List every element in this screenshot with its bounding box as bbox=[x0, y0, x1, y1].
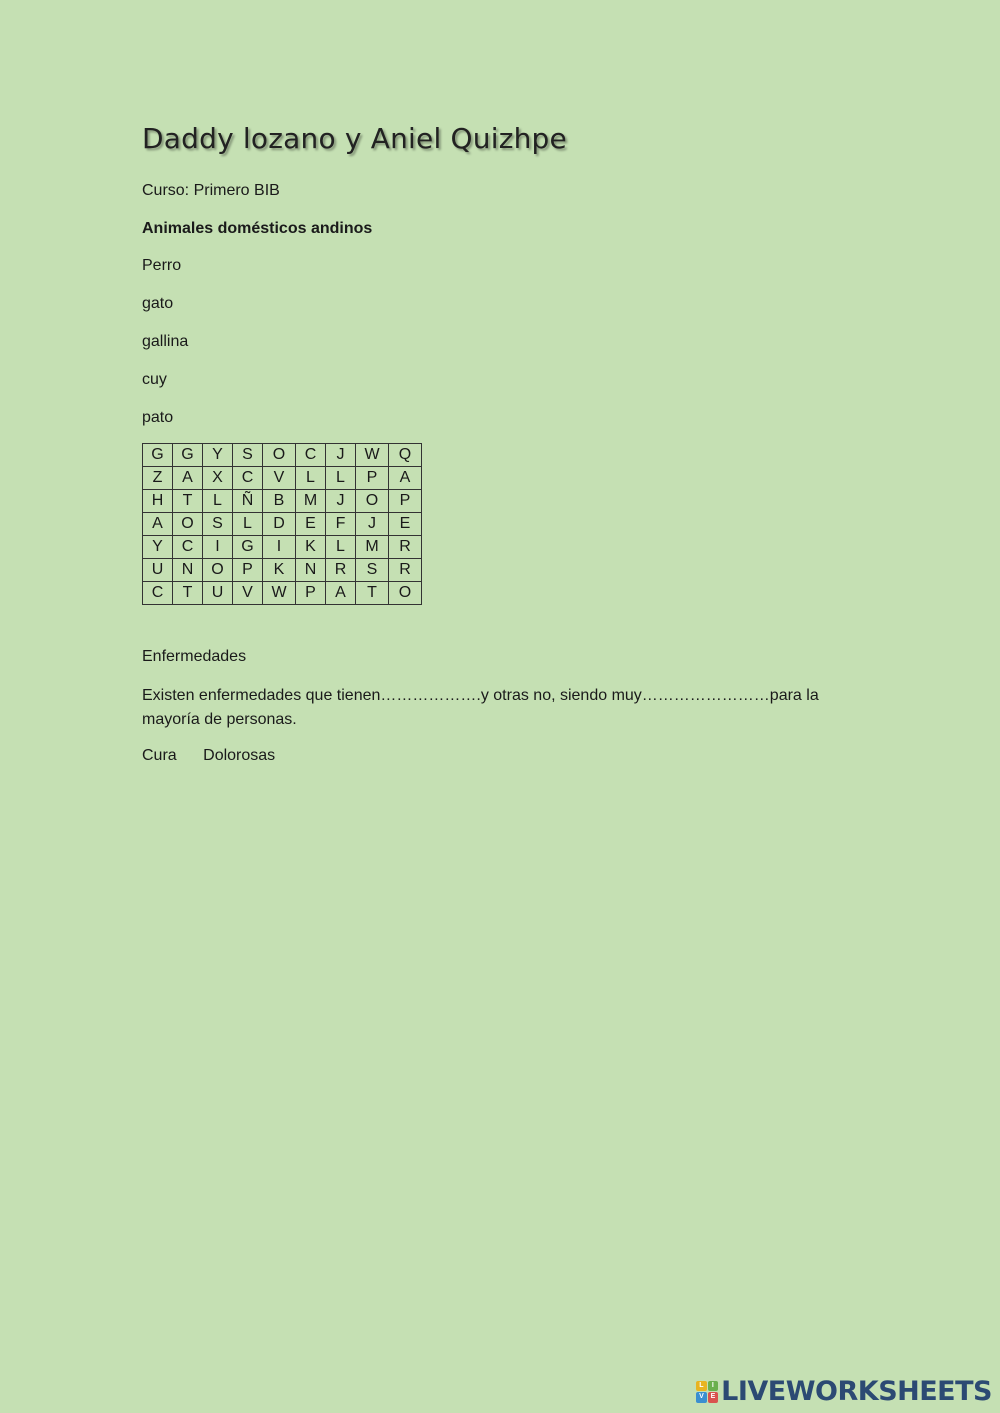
grid-cell[interactable]: T bbox=[356, 582, 389, 605]
grid-cell[interactable]: O bbox=[203, 559, 233, 582]
grid-row bbox=[143, 536, 422, 559]
grid-row bbox=[143, 490, 422, 513]
grid-cell[interactable]: H bbox=[143, 490, 173, 513]
grid-row bbox=[143, 467, 422, 490]
liveworksheets-icon bbox=[696, 1381, 718, 1403]
grid-cell[interactable]: G bbox=[143, 444, 173, 467]
grid-cell[interactable]: Y bbox=[203, 444, 233, 467]
word-bank-item: Cura bbox=[142, 747, 177, 764]
logo-square: V bbox=[696, 1392, 707, 1403]
grid-cell[interactable]: Q bbox=[389, 444, 422, 467]
grid-cell[interactable]: T bbox=[173, 490, 203, 513]
word-bank-item: Dolorosas bbox=[203, 747, 276, 764]
grid-cell[interactable]: W bbox=[356, 444, 389, 467]
grid-cell[interactable]: G bbox=[173, 444, 203, 467]
grid-cell[interactable]: P bbox=[296, 582, 326, 605]
grid-cell[interactable]: M bbox=[356, 536, 389, 559]
grid-cell[interactable]: R bbox=[389, 536, 422, 559]
animal-item: pato bbox=[142, 409, 174, 426]
grid-cell[interactable]: K bbox=[263, 559, 296, 582]
animal-item: gallina bbox=[142, 333, 189, 350]
grid-cell[interactable]: D bbox=[263, 513, 296, 536]
grid-row bbox=[143, 444, 422, 467]
grid-cell[interactable]: C bbox=[143, 582, 173, 605]
grid-cell[interactable]: R bbox=[389, 559, 422, 582]
grid-cell[interactable]: O bbox=[389, 582, 422, 605]
grid-cell[interactable]: C bbox=[233, 467, 263, 490]
brand-name: LIVEWORKSHEETS bbox=[721, 1376, 992, 1407]
grid-cell[interactable]: U bbox=[203, 582, 233, 605]
grid-cell[interactable]: P bbox=[356, 467, 389, 490]
logo-square: E bbox=[708, 1392, 719, 1403]
word-search-grid bbox=[142, 443, 422, 605]
grid-cell[interactable]: L bbox=[233, 513, 263, 536]
grid-cell[interactable]: V bbox=[233, 582, 263, 605]
grid-cell[interactable]: L bbox=[326, 467, 356, 490]
grid-cell[interactable]: C bbox=[173, 536, 203, 559]
grid-cell[interactable]: S bbox=[356, 559, 389, 582]
logo-square: I bbox=[708, 1381, 719, 1392]
grid-cell[interactable]: T bbox=[173, 582, 203, 605]
logo-square: L bbox=[696, 1381, 707, 1392]
grid-cell[interactable]: J bbox=[356, 513, 389, 536]
grid-cell[interactable]: Y bbox=[143, 536, 173, 559]
diseases-heading: Enfermedades bbox=[142, 648, 247, 665]
grid-cell[interactable]: E bbox=[296, 513, 326, 536]
grid-cell[interactable]: S bbox=[233, 444, 263, 467]
grid-cell[interactable]: F bbox=[326, 513, 356, 536]
grid-row bbox=[143, 582, 422, 605]
grid-cell[interactable]: N bbox=[173, 559, 203, 582]
grid-cell[interactable]: K bbox=[296, 536, 326, 559]
grid-cell[interactable]: O bbox=[263, 444, 296, 467]
grid-cell[interactable]: Z bbox=[143, 467, 173, 490]
section-heading: Animales domésticos andinos bbox=[142, 220, 373, 237]
grid-cell[interactable]: L bbox=[326, 536, 356, 559]
grid-cell[interactable]: J bbox=[326, 490, 356, 513]
grid-cell[interactable]: X bbox=[203, 467, 233, 490]
grid-cell[interactable]: I bbox=[203, 536, 233, 559]
grid-cell[interactable]: A bbox=[326, 582, 356, 605]
grid-cell[interactable]: W bbox=[263, 582, 296, 605]
grid-cell[interactable]: P bbox=[389, 490, 422, 513]
grid-row bbox=[143, 513, 422, 536]
animal-item: Perro bbox=[142, 257, 182, 274]
grid-cell[interactable]: O bbox=[173, 513, 203, 536]
grid-cell[interactable]: V bbox=[263, 467, 296, 490]
grid-cell[interactable]: N bbox=[296, 559, 326, 582]
brand-logo bbox=[696, 1376, 992, 1407]
grid-cell[interactable]: O bbox=[356, 490, 389, 513]
grid-cell[interactable]: C bbox=[296, 444, 326, 467]
word-bank bbox=[142, 746, 275, 766]
grid-cell[interactable]: E bbox=[389, 513, 422, 536]
grid-cell[interactable]: M bbox=[296, 490, 326, 513]
animal-item: cuy bbox=[142, 371, 167, 388]
grid-cell[interactable]: J bbox=[326, 444, 356, 467]
grid-cell[interactable]: U bbox=[143, 559, 173, 582]
grid-cell[interactable]: I bbox=[263, 536, 296, 559]
grid-row bbox=[143, 559, 422, 582]
grid-cell[interactable]: S bbox=[203, 513, 233, 536]
fill-in-paragraph: Existen enfermedades que tienen……………….y otras no, siendo muy……………………para la mayoría de personas. bbox=[142, 687, 819, 728]
page-title: Daddy lozano y Aniel Quizhpe bbox=[142, 122, 567, 155]
grid-cell[interactable]: L bbox=[203, 490, 233, 513]
grid-cell[interactable]: A bbox=[389, 467, 422, 490]
grid-cell[interactable]: A bbox=[143, 513, 173, 536]
grid-cell[interactable]: P bbox=[233, 559, 263, 582]
grid-cell[interactable]: A bbox=[173, 467, 203, 490]
grid-cell[interactable]: G bbox=[233, 536, 263, 559]
grid-cell[interactable]: L bbox=[296, 467, 326, 490]
grid-cell[interactable]: Ñ bbox=[233, 490, 263, 513]
course-label: Curso: Primero BIB bbox=[142, 182, 280, 199]
grid-cell[interactable]: R bbox=[326, 559, 356, 582]
animal-item: gato bbox=[142, 295, 174, 312]
grid-cell[interactable]: B bbox=[263, 490, 296, 513]
